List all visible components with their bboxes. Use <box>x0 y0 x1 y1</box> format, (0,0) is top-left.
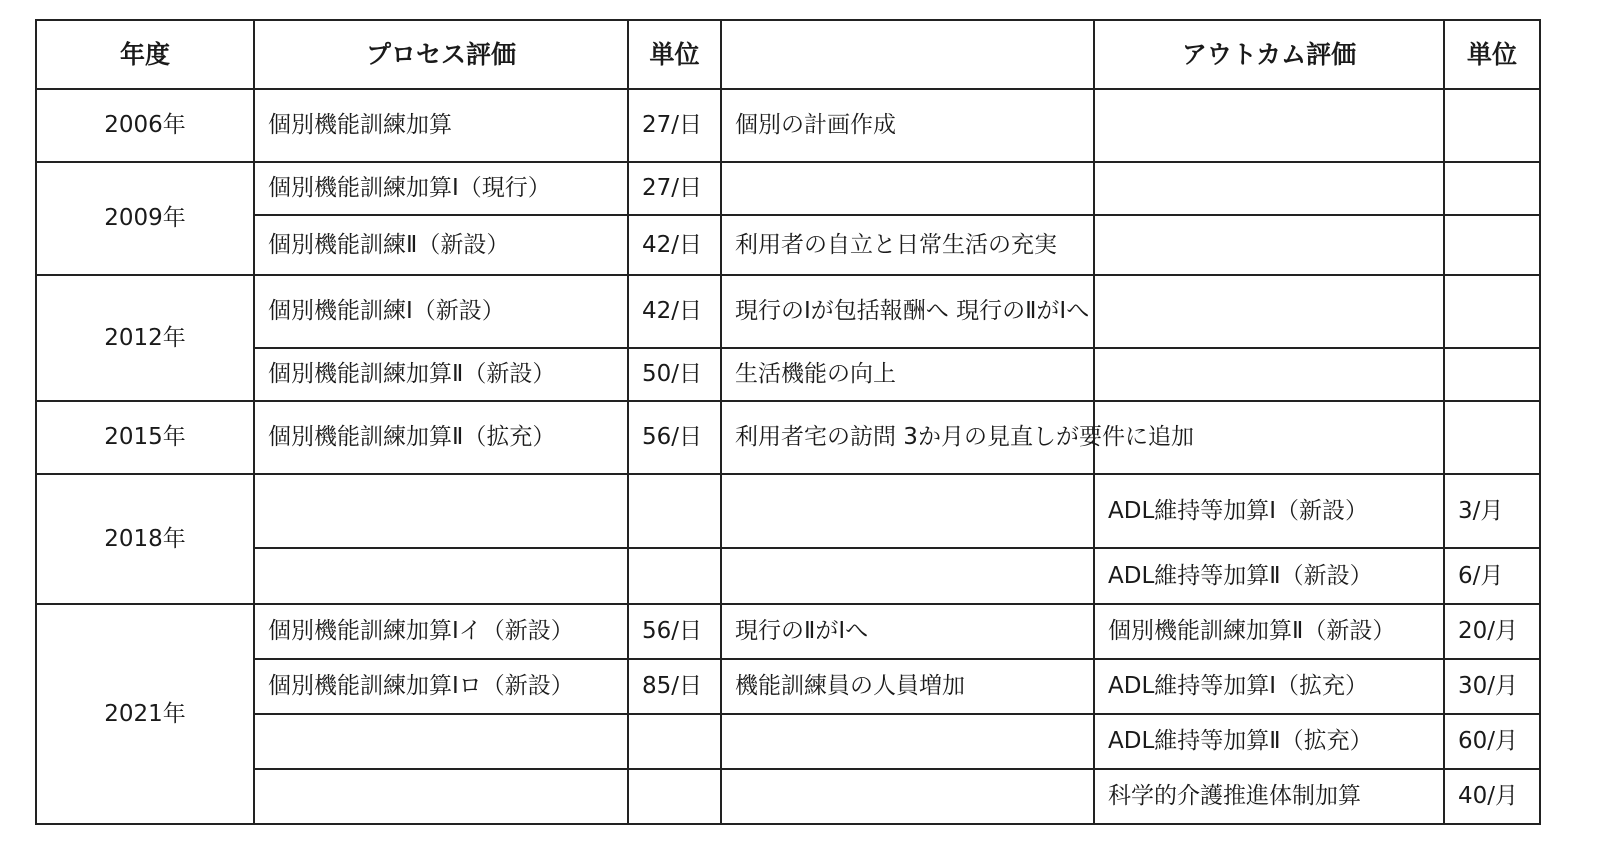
process-unit-cell <box>628 769 721 824</box>
outcome-cell: ADL維持等加算Ⅱ（拡充） <box>1094 714 1444 769</box>
outcome-unit-cell <box>1444 162 1540 215</box>
header-row <box>36 20 1540 89</box>
process-unit-cell: 27/日 <box>628 89 721 162</box>
year-cell: 2018年 <box>36 474 254 604</box>
outcome-unit-cell: 60/月 <box>1444 714 1540 769</box>
table-row <box>36 215 1540 275</box>
process-cell <box>254 474 628 548</box>
process-unit-cell <box>628 548 721 604</box>
table-row <box>36 401 1540 474</box>
outcome-cell <box>1094 275 1444 348</box>
table-row <box>36 604 1540 659</box>
outcome-unit-cell <box>1444 401 1540 474</box>
outcome-cell: ADL維持等加算Ⅱ（新設） <box>1094 548 1444 604</box>
process-unit-cell: 56/日 <box>628 401 721 474</box>
outcome-cell <box>1094 162 1444 215</box>
table-row <box>36 162 1540 215</box>
year-cell: 2012年 <box>36 275 254 401</box>
header-unit-process: 単位 <box>628 20 721 89</box>
process-cell: 個別機能訓練加算Ⅱ（新設） <box>254 348 628 401</box>
process-cell <box>254 548 628 604</box>
note-cell: 現行のⅠが包括報酬へ 現行のⅡがⅠへ <box>721 275 1094 348</box>
outcome-unit-cell: 6/月 <box>1444 548 1540 604</box>
outcome-cell: 科学的介護推進体制加算 <box>1094 769 1444 824</box>
note-cell <box>721 474 1094 548</box>
outcome-cell <box>1094 348 1444 401</box>
header-unit-outcome: 単位 <box>1444 20 1540 89</box>
year-cell: 2021年 <box>36 604 254 824</box>
process-cell: 個別機能訓練加算 <box>254 89 628 162</box>
table-row <box>36 548 1540 604</box>
process-unit-cell: 50/日 <box>628 348 721 401</box>
outcome-unit-cell: 40/月 <box>1444 769 1540 824</box>
outcome-unit-cell: 30/月 <box>1444 659 1540 714</box>
note-cell: 利用者の自立と日常生活の充実 <box>721 215 1094 275</box>
table-row <box>36 474 1540 548</box>
kasan-history-table <box>35 19 1541 825</box>
note-cell <box>721 769 1094 824</box>
process-cell: 個別機能訓練加算Ⅱ（拡充） <box>254 401 628 474</box>
outcome-cell: ADL維持等加算Ⅰ（新設） <box>1094 474 1444 548</box>
process-unit-cell <box>628 714 721 769</box>
process-cell: 個別機能訓練Ⅰ（新設） <box>254 275 628 348</box>
note-cell <box>721 162 1094 215</box>
process-cell <box>254 714 628 769</box>
note-cell: 機能訓練員の人員増加 <box>721 659 1094 714</box>
note-cell: 生活機能の向上 <box>721 348 1094 401</box>
outcome-unit-cell <box>1444 89 1540 162</box>
outcome-unit-cell: 20/月 <box>1444 604 1540 659</box>
note-cell: 個別の計画作成 <box>721 89 1094 162</box>
year-cell: 2009年 <box>36 162 254 275</box>
process-unit-cell <box>628 474 721 548</box>
outcome-unit-cell: 3/月 <box>1444 474 1540 548</box>
header-year: 年度 <box>36 20 254 89</box>
outcome-unit-cell <box>1444 275 1540 348</box>
process-cell: 個別機能訓練加算Ⅰロ（新設） <box>254 659 628 714</box>
outcome-cell: ADL維持等加算Ⅰ（拡充） <box>1094 659 1444 714</box>
year-cell: 2006年 <box>36 89 254 162</box>
process-unit-cell: 56/日 <box>628 604 721 659</box>
note-cell <box>721 714 1094 769</box>
header-process: プロセス評価 <box>254 20 628 89</box>
process-cell: 個別機能訓練加算Ⅰイ（新設） <box>254 604 628 659</box>
process-unit-cell: 85/日 <box>628 659 721 714</box>
outcome-cell <box>1094 215 1444 275</box>
outcome-cell <box>1094 89 1444 162</box>
outcome-unit-cell <box>1444 215 1540 275</box>
table-row <box>36 714 1540 769</box>
header-note <box>721 20 1094 89</box>
table-row <box>36 659 1540 714</box>
note-cell <box>721 548 1094 604</box>
process-cell: 個別機能訓練Ⅱ（新設） <box>254 215 628 275</box>
outcome-cell: 個別機能訓練加算Ⅱ（新設） <box>1094 604 1444 659</box>
outcome-unit-cell <box>1444 348 1540 401</box>
process-unit-cell: 42/日 <box>628 275 721 348</box>
process-unit-cell: 42/日 <box>628 215 721 275</box>
table-row <box>36 348 1540 401</box>
process-unit-cell: 27/日 <box>628 162 721 215</box>
process-cell <box>254 769 628 824</box>
header-outcome: アウトカム評価 <box>1094 20 1444 89</box>
note-cell: 現行のⅡがⅠへ <box>721 604 1094 659</box>
year-cell: 2015年 <box>36 401 254 474</box>
table-row <box>36 769 1540 824</box>
process-cell: 個別機能訓練加算Ⅰ（現行） <box>254 162 628 215</box>
note-cell: 利用者宅の訪問 3か月の見直しが要件に追加 <box>721 401 1094 474</box>
table-row <box>36 275 1540 348</box>
table-row <box>36 89 1540 162</box>
